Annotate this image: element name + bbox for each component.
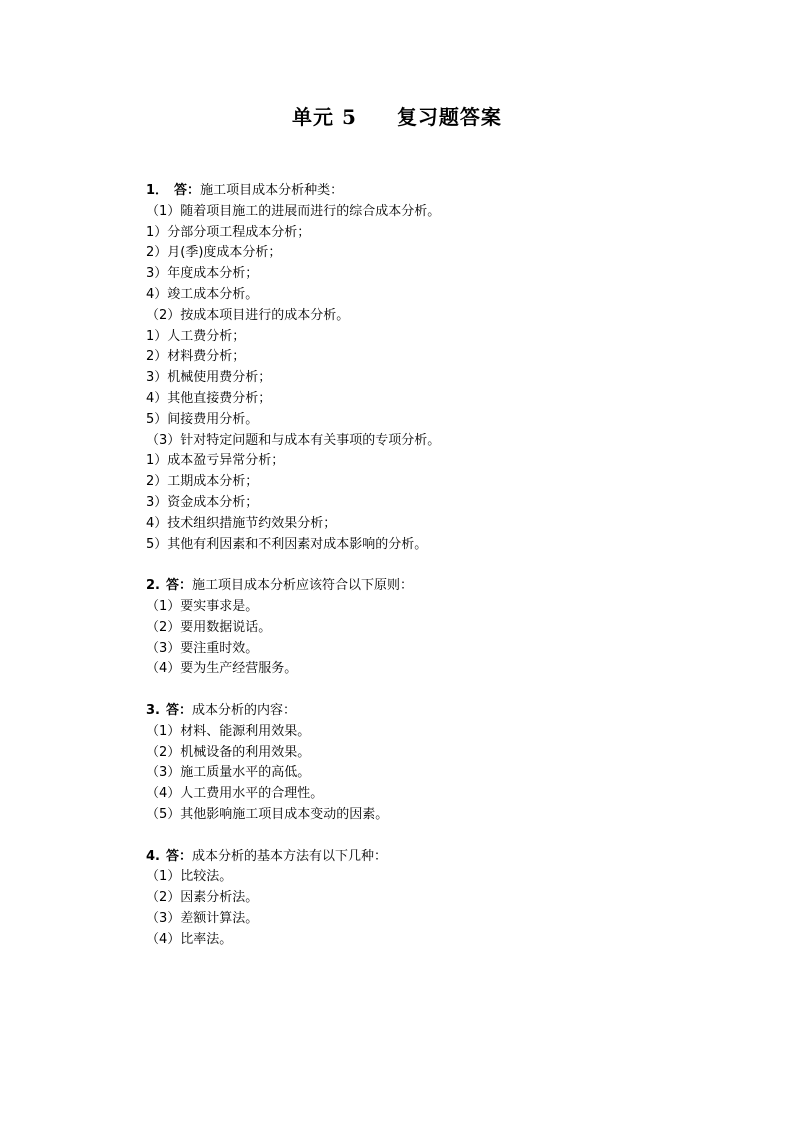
answer-line: （1）比较法。: [146, 869, 233, 885]
question-3: [146, 701, 706, 826]
answer-line: 2）工期成本分析；: [146, 474, 259, 490]
question-number: 3.: [146, 702, 160, 718]
question-heading: [146, 576, 706, 597]
answer-line: （1）要实事求是。: [146, 598, 259, 614]
question-number: 4.: [146, 848, 160, 864]
answer-line: 4）竣工成本分析。: [146, 286, 259, 302]
page-title: [0, 103, 794, 131]
question-lead: 成本分析的基本方法有以下几种：: [192, 848, 388, 864]
answer-line: （4）人工费用水平的合理性。: [146, 786, 324, 802]
answer-line: （2）要用数据说话。: [146, 619, 272, 635]
title-text: 复习题答案: [396, 105, 502, 129]
title-unit: 单元 5: [292, 105, 357, 129]
answer-line: 2）材料费分析；: [146, 349, 246, 365]
answer-line: （1）材料、能源利用效果。: [146, 723, 311, 739]
question-lead: 成本分析的内容：: [192, 702, 297, 718]
answer-line: 5）间接费用分析。: [146, 411, 259, 427]
answer-line: （4）比率法。: [146, 931, 233, 947]
answer-line: 1）分部分项工程成本分析；: [146, 224, 311, 240]
answer-line: （3）差额计算法。: [146, 910, 259, 926]
answer-line: （3）施工质量水平的高低。: [146, 765, 311, 781]
answer-line: （2）按成本项目进行的成本分析。: [146, 307, 350, 323]
answer-line: （4）要为生产经营服务。: [146, 661, 298, 677]
answer-line: （3）要注重时效。: [146, 640, 259, 656]
answer-line: （5）其他影响施工项目成本变动的因素。: [146, 806, 389, 822]
answer-label: 答：: [174, 183, 201, 198]
answer-line: （2）因素分析法。: [146, 890, 259, 906]
answer-label: 答：: [165, 848, 192, 864]
question-heading: [146, 847, 706, 868]
question-number: 2.: [146, 578, 160, 594]
answer-line: （1）随着项目施工的进展而进行的综合成本分析。: [146, 203, 441, 219]
answer-label: 答：: [165, 578, 192, 594]
question-lead: 施工项目成本分析种类：: [200, 183, 344, 198]
answer-line: 2）月(季)度成本分析；: [146, 245, 282, 261]
answer-line: 4）其他直接费分析；: [146, 390, 272, 406]
question-heading: [146, 181, 706, 202]
answer-line: 5）其他有利因素和不利因素对成本影响的分析。: [146, 536, 428, 552]
question-4: [146, 847, 706, 951]
answer-label: 答：: [165, 702, 192, 718]
answer-line: 1）人工费分析；: [146, 328, 246, 344]
answer-line: 3）年度成本分析；: [146, 266, 259, 282]
answer-line: 3）机械使用费分析；: [146, 370, 272, 386]
answer-line: （3）针对特定问题和与成本有关事项的专项分析。: [146, 432, 441, 448]
answer-line: 1）成本盈亏异常分析；: [146, 453, 285, 469]
answers-body: [146, 181, 706, 971]
question-2: [146, 576, 706, 680]
answer-line: 3）资金成本分析；: [146, 494, 259, 510]
question-1: [146, 181, 706, 555]
question-number: 1．: [146, 183, 169, 198]
question-lead: 施工项目成本分析应该符合以下原则：: [192, 578, 414, 594]
answer-line: （2）机械设备的利用效果。: [146, 744, 311, 760]
question-heading: [146, 701, 706, 722]
answer-line: 4）技术组织措施节约效果分析；: [146, 515, 337, 531]
